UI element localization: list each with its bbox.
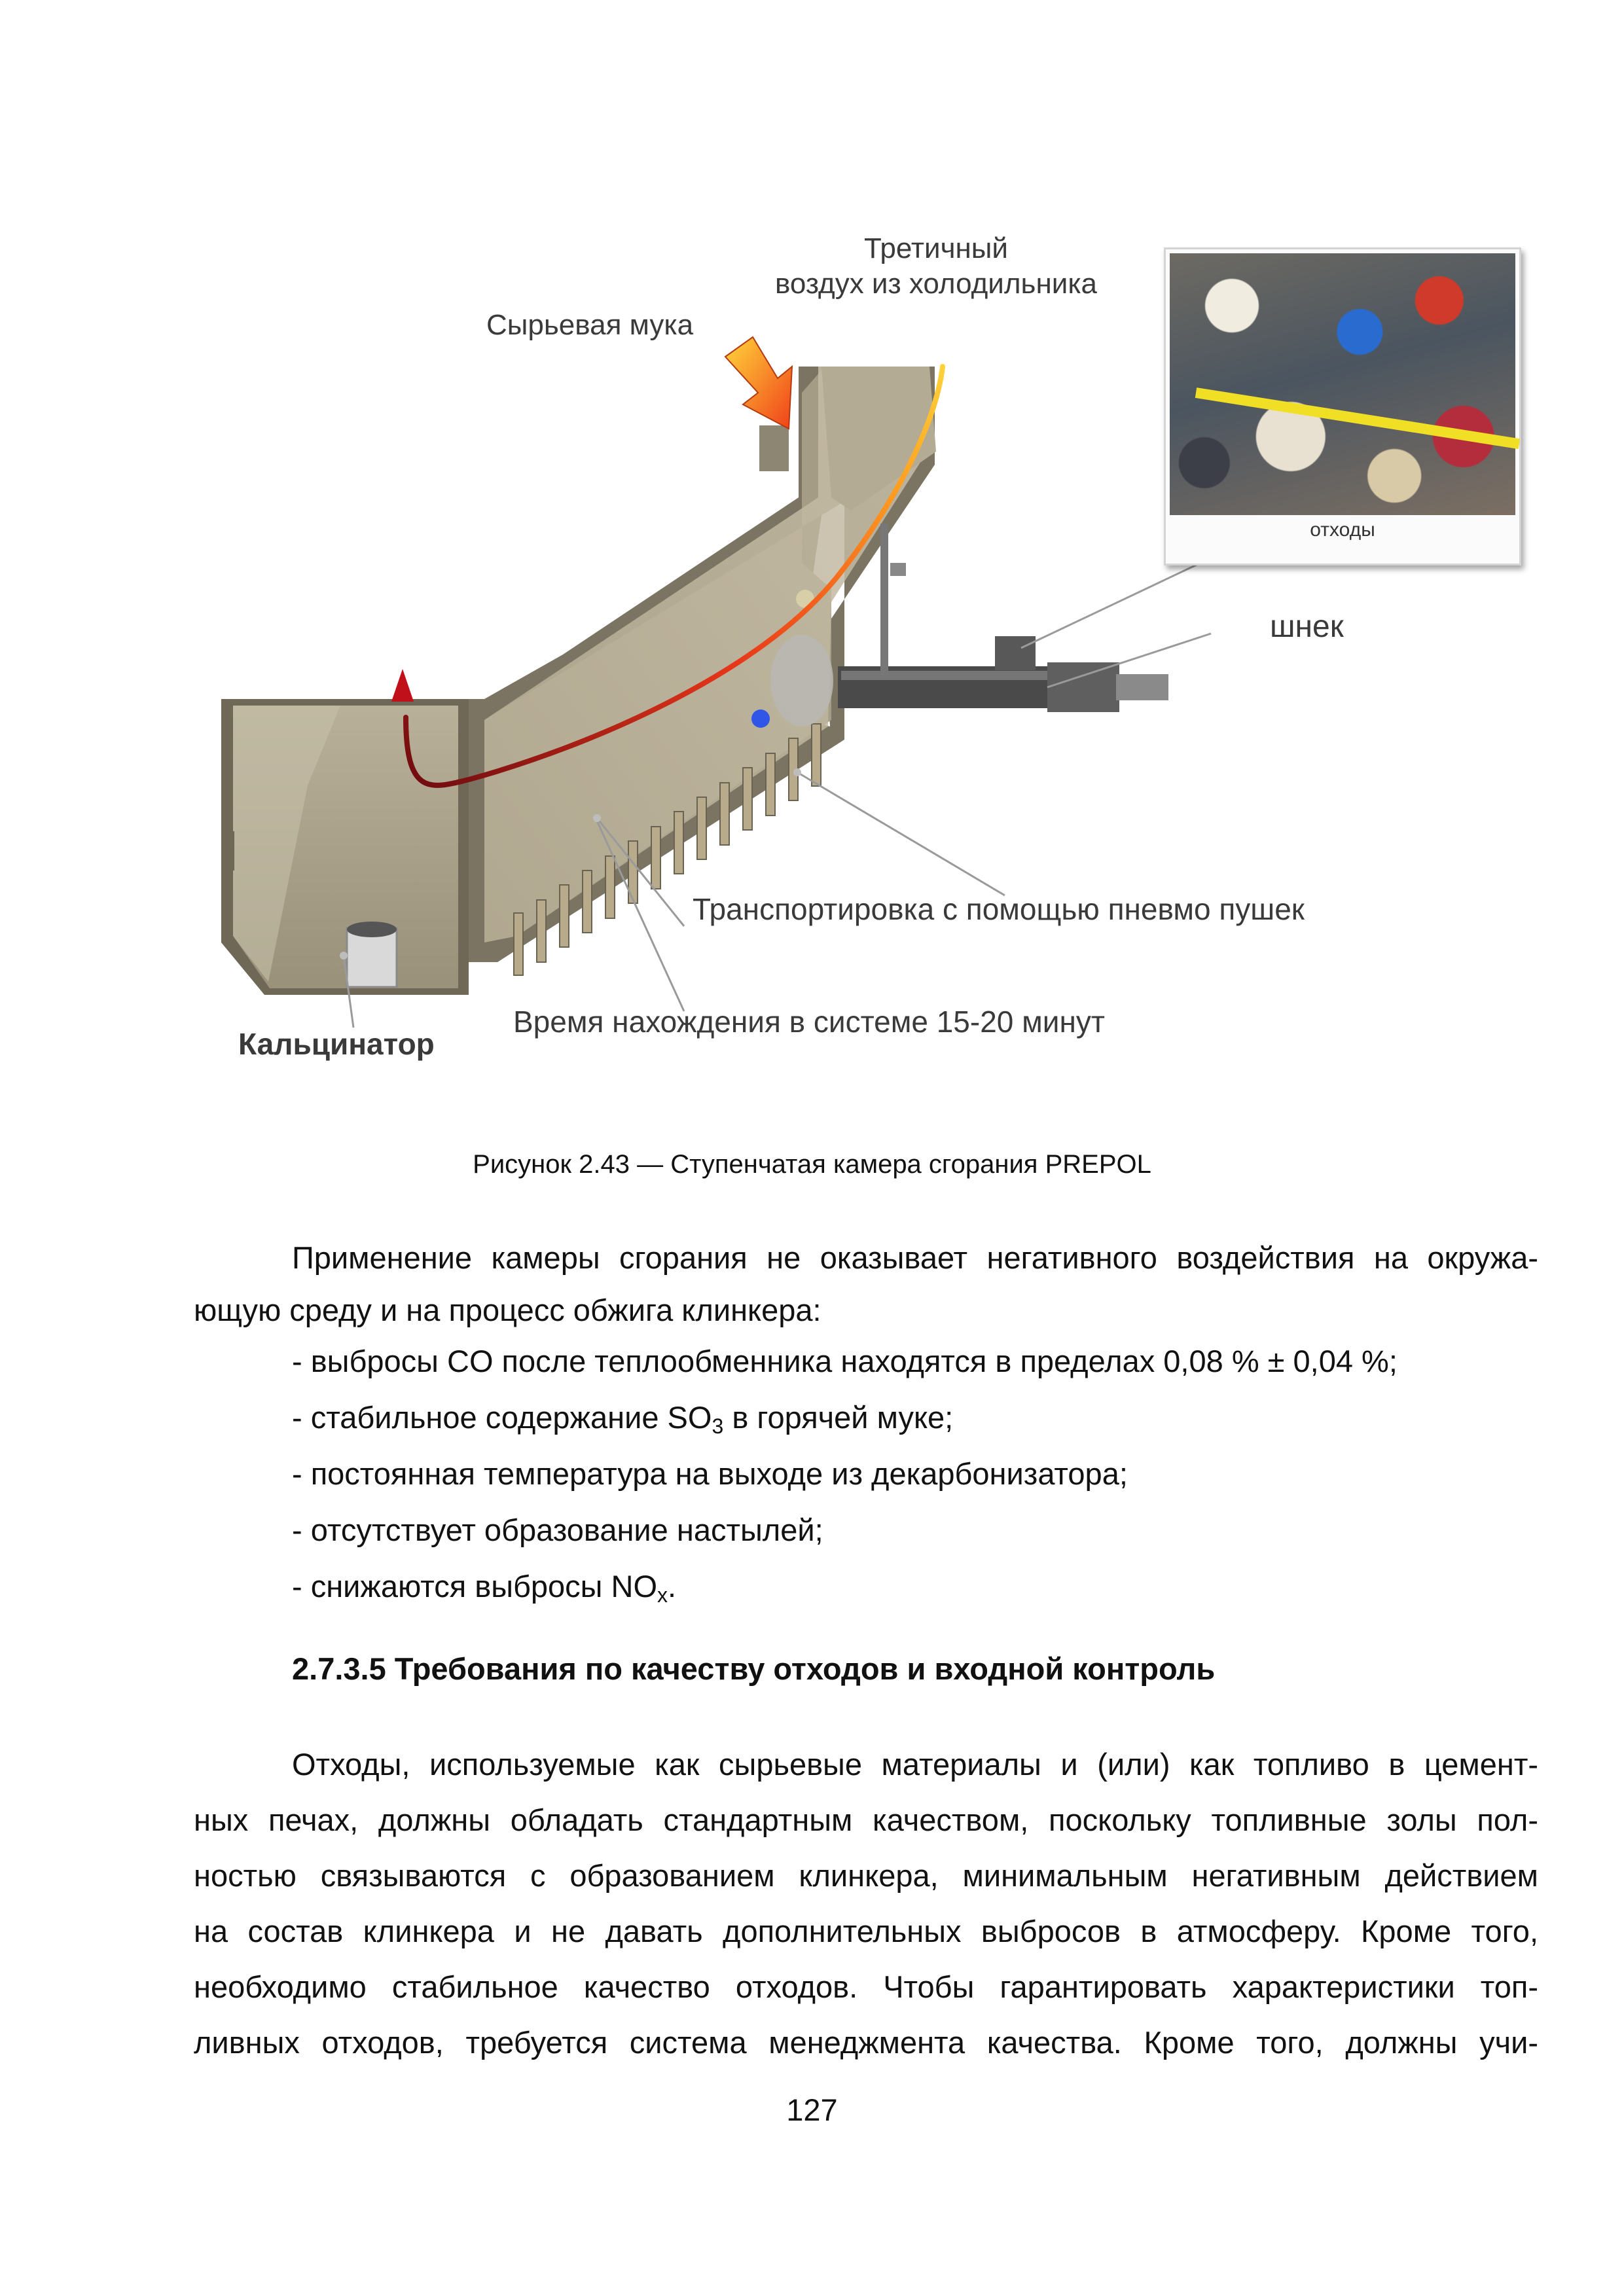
- screw-conveyor: [838, 524, 1168, 712]
- so3-subscript: 3: [712, 1414, 724, 1438]
- list-item-co: - выбросы CO после теплообменника находятся в пределах 0,08 % ± 0,04 %;: [292, 1344, 1398, 1378]
- section-heading: 2.7.3.5 Требования по качеству отходов и входной контроль: [292, 1651, 1216, 1686]
- list-item-so3: [292, 1399, 953, 1439]
- raw-meal-arrow: [725, 337, 792, 429]
- label-residence-time: Время нахождения в системе 15-20 минут: [513, 1005, 1105, 1039]
- yellow-tape: [1195, 387, 1520, 449]
- so3-text: - стабильное содержание SO: [292, 1400, 712, 1435]
- body-line-1: Отходы, используемые как сырьевые материалы и (или) как топливо в цемент-: [292, 1747, 1538, 1782]
- nox-text-end: .: [668, 1569, 677, 1604]
- body-line-2: ных печах, должны обладать стандартным качеством, поскольку топливные золы пол-: [194, 1803, 1538, 1837]
- body-line-3: ностью связываются с образованием клинкера, минимальным негативным действием: [194, 1858, 1538, 1893]
- intro-line-2: ющую среду и на процесс обжига клинкера:: [194, 1293, 821, 1327]
- waste-photo: [1164, 247, 1521, 565]
- label-screw: шнек: [1270, 609, 1344, 644]
- page-number: 127: [786, 2092, 838, 2127]
- list-item-build-up: - отсутствует образование настылей;: [292, 1513, 823, 1547]
- body-line-4: на состав клинкера и не давать дополнительных выбросов в атмосферу. Кроме того,: [194, 1914, 1538, 1948]
- label-raw-meal: Сырьевая мука: [486, 309, 694, 341]
- label-transport: Транспортировка с помощью пневмо пушек: [693, 892, 1305, 926]
- nox-subscript: x: [657, 1583, 668, 1607]
- nox-text: - снижаются выбросы NO: [292, 1569, 658, 1604]
- list-item-nox: [292, 1568, 676, 1607]
- figure: [0, 0, 1624, 1113]
- body-line-5: необходимо стабильное качество отходов. Чтобы гарантировать характеристики топ-: [194, 1969, 1538, 2004]
- list-item-temperature: - постоянная температура на выходе из декарбонизатора;: [292, 1456, 1128, 1491]
- body-line-6: ливных отходов, требуется система менеджмента качества. Кроме того, должны учи-: [194, 2025, 1538, 2060]
- label-tertiary-air: Третичный воздух из холодильника: [774, 232, 1098, 300]
- label-calciner: Кальцинатор: [238, 1027, 435, 1061]
- waste-photo-image: [1170, 253, 1515, 515]
- calciner-vessel: [221, 699, 469, 995]
- intro-line-1: Применение камеры сгорания не оказывает негативного воздействия на окружа-: [292, 1240, 1538, 1275]
- so3-text-end: в горячей муке;: [723, 1400, 954, 1435]
- waste-photo-caption: отходы: [1310, 519, 1375, 541]
- figure-caption: Рисунок 2.43 — Ступенчатая камера сгорания PREPOL: [473, 1150, 1151, 1179]
